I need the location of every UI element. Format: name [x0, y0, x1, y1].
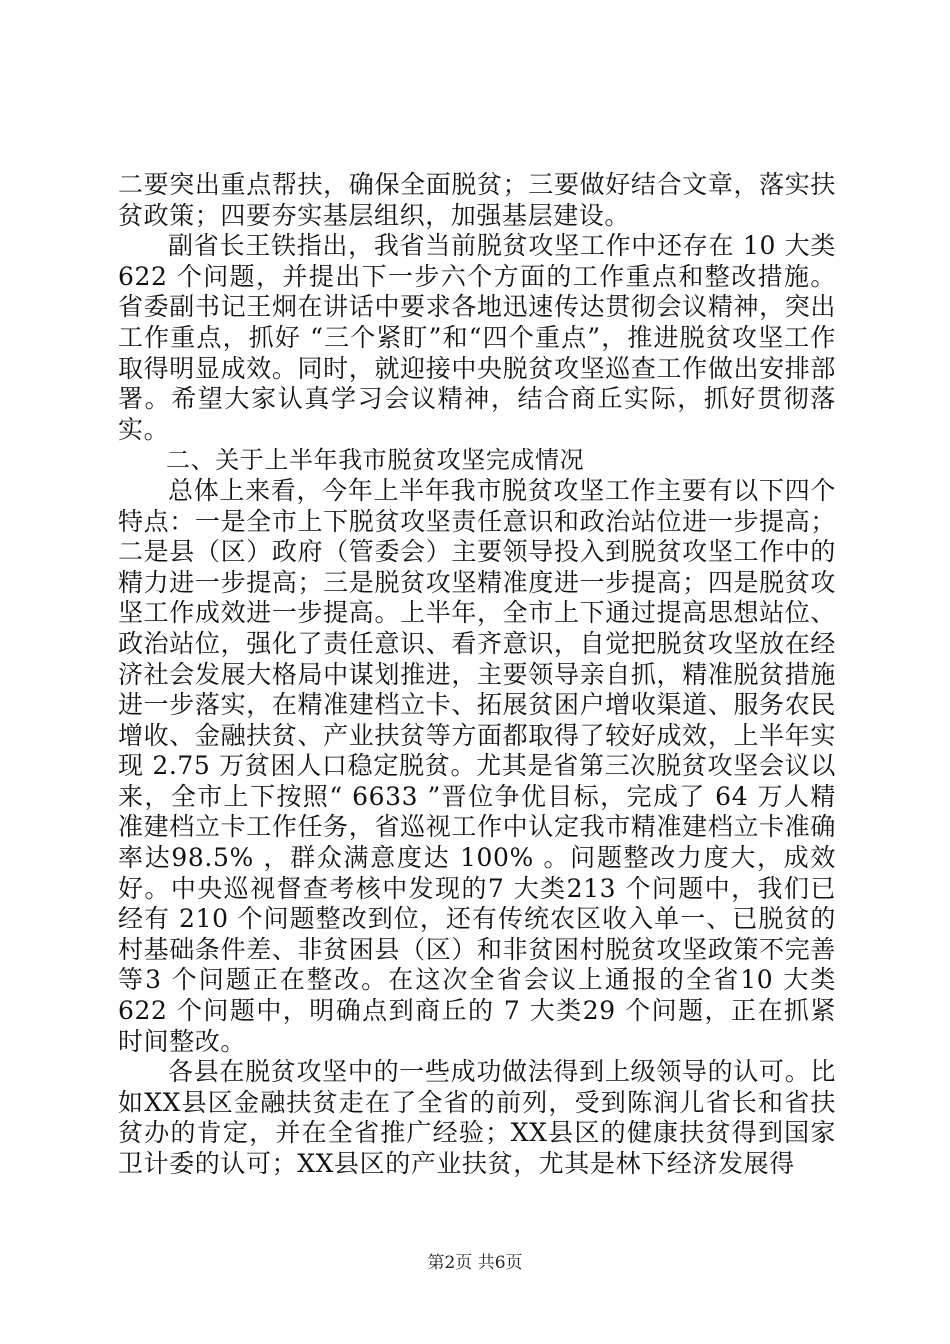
document-body	[118, 170, 836, 1180]
section-heading: 二、关于上半年我市脱贫攻坚完成情况	[166, 446, 585, 475]
page-footer: 第2页 共6页	[427, 1253, 523, 1273]
paragraph-1: 二要突出重点帮扶，确保全面脱贫；三要做好结合文章，落实扶贫政策；四要夯实基层组织，加强基层建设。	[118, 170, 836, 230]
paragraph-3: 总体上来看，今年上半年我市脱贫攻坚工作主要有以下四个特点：一是全市上下脱贫攻坚责任意识和政治站位进一步提高；二是县（区）政府（管委会）主要领导投入到脱贫攻坚工作中的精力进一步提高；三是脱贫攻坚精准度进一步提高；四是脱贫攻坚工作成效进一步提高。上半年，全市上下通过提高思想站位、政治站位，强化了责任意识、看齐意识，自觉把脱贫攻坚放在经济社会发展大格局中谋划推进，主要领导亲自抓，精准脱贫措施进一步落实，在精准建档立卡、拓展贫困户增收渠道、服务农民增收、金融扶贫、产业扶贫等方面都取得了较好成效，上半年实现 2.75 万贫困人口稳定脱贫。尤其是省第三次脱贫攻坚会议以来，全市上下按照“ 6633 ”晋位争优目标，完成了 64 万人精准建档立卡工作任务，省巡视工作中认定我市精准建档立卡准确率达98.5% ，群众满意度达 100% 。问题整改力度大，成效好。中央巡视督查考核中发现的7 大类213 个问题中，我们已经有 210 个问题整改到位，还有传统农区收入单一、已脱贫的村基础条件差、非贫困县（区）和非贫困村脱贫攻坚政策不完善等3 个问题正在整改。在这次全省会议上通报的全省10 大类622 个问题中，明确点到商丘的 7 大类29 个问题，正在抓紧时间整改。	[118, 475, 836, 1056]
paragraph-4: 各县在脱贫攻坚中的一些成功做法得到上级领导的认可。比如XX县区金融扶贫走在了全省的前列，受到陈润儿省长和省扶贫办的肯定，并在全省推广经验；XX县区的健康扶贫得到国家卫计委的认可；XX县区的产业扶贫，尤其是林下经济发展得	[118, 1057, 836, 1178]
paragraph-2: 副省长王铁指出，我省当前脱贫攻坚工作中还存在 10 大类622 个问题，并提出下一步六个方面的工作重点和整改措施。省委副书记王炯在讲话中要求各地迅速传达贯彻会议精神，突出工作重点，抓好 “三个紧盯”和“四个重点”，推进脱贫攻坚工作取得明显成效。同时，就迎接中央脱贫攻坚巡查工作做出安排部署。希望大家认真学习会议精神，结合商丘实际，抓好贯彻落实。	[118, 231, 836, 444]
